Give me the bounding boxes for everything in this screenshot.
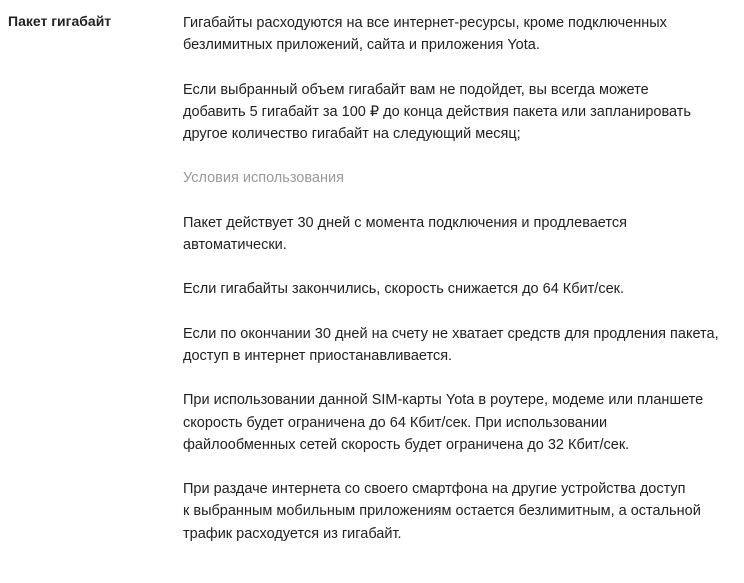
paragraph-line: к выбранным мобильным приложениям остается безлимитным, а остальной xyxy=(183,503,701,520)
paragraph xyxy=(183,79,743,146)
paragraph-line: Гигабайты расходуются на все интернет-ресурсы, кроме подключенных xyxy=(183,15,667,31)
paragraph-line: другое количество гигабайт на следующий месяц; xyxy=(183,126,521,143)
paragraph-line: Если гигабайты закончились, скорость снижается до 64 Кбит/сек. xyxy=(183,281,625,298)
paragraph xyxy=(183,478,743,545)
paragraph-line: автоматически. xyxy=(183,237,287,254)
paragraph-line: добавить 5 гигабайт за 100 ₽ до конца действия пакета или запланировать xyxy=(183,103,691,120)
section-content xyxy=(183,12,743,567)
conditions-heading: Условия использования xyxy=(183,170,344,187)
intro-block xyxy=(183,12,743,145)
paragraph-line: скорость будет ограничена до 64 Кбит/сек. При использовании xyxy=(183,414,608,431)
section-label: Пакет гигабайт xyxy=(8,13,112,29)
paragraph-line: Если выбранный объем гигабайт вам не подойдет, вы всегда можете xyxy=(183,81,649,98)
paragraph-line: безлимитных приложений, сайта и приложения Yota. xyxy=(183,37,540,54)
paragraph-line: Пакет действует 30 дней с момента подключения и продлевается xyxy=(183,214,627,231)
paragraph xyxy=(183,212,743,257)
paragraph-line: файлообменных сетей скорость будет ограничена до 32 Кбит/сек. xyxy=(183,436,630,453)
paragraph-line: При раздаче интернета со своего смартфона на другие устройства доступ xyxy=(183,481,686,498)
paragraph-line: доступ в интернет приостанавливается. xyxy=(183,347,453,364)
paragraph xyxy=(183,278,743,300)
paragraph xyxy=(183,389,743,456)
paragraph-line: Если по окончании 30 дней на счету не хватает средств для продления пакета, xyxy=(183,325,719,342)
paragraph-line: При использовании данной SIM-карты Yota в роутере, модеме или планшете xyxy=(183,392,704,409)
paragraph xyxy=(183,323,743,368)
paragraph xyxy=(183,12,743,57)
paragraph-line: трафик расходуется из гигабайт. xyxy=(183,525,402,542)
conditions-block xyxy=(183,212,743,545)
